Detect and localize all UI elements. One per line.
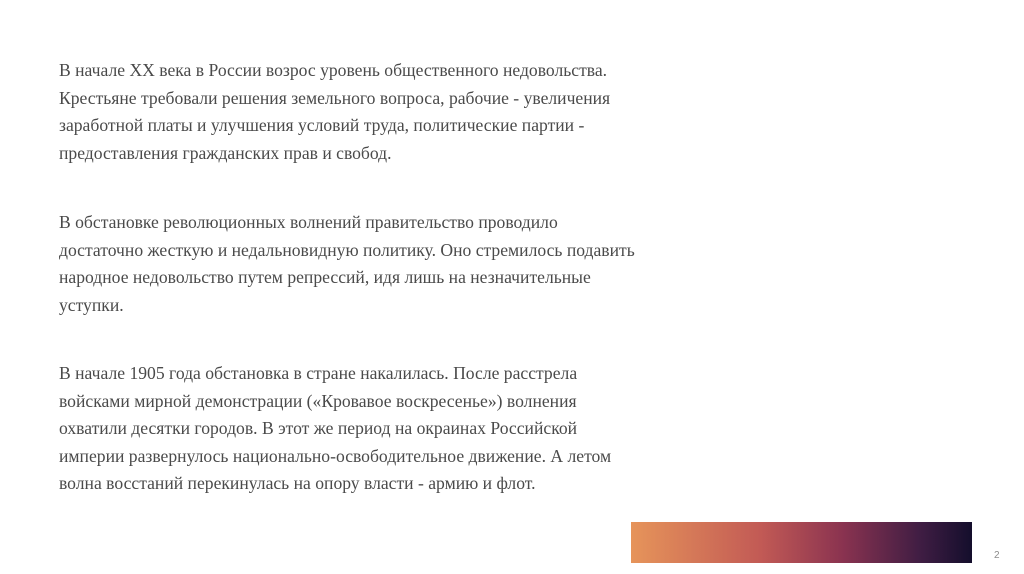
- page-number: 2: [994, 550, 1000, 561]
- decorative-gradient-bar: [631, 522, 972, 563]
- paragraph-2: В обстановке революционных волнений правительство проводило достаточно жесткую и недальновидную политику. Оно стремилось подавить народное недовольство путем репрессий, идя лишь на незначительные уступки.: [59, 212, 635, 315]
- paragraph-1: В начале XX века в России возрос уровень общественного недовольства. Крестьяне требовали решения земельного вопроса, рабочие - увеличения заработной платы и улучшения условий труда, политические партии - предоставления гражданских прав и свобод.: [59, 60, 611, 163]
- paragraph-3: В начале 1905 года обстановка в стране накалилась. После расстрела войсками мирной демонстрации («Кровавое воскресенье») волнения охватили десятки городов. В этот же период на окраинах Российской империи развернулось национально-освободительное движение. А летом волна восстаний перекинулась на опору власти - армию и флот.: [59, 363, 612, 493]
